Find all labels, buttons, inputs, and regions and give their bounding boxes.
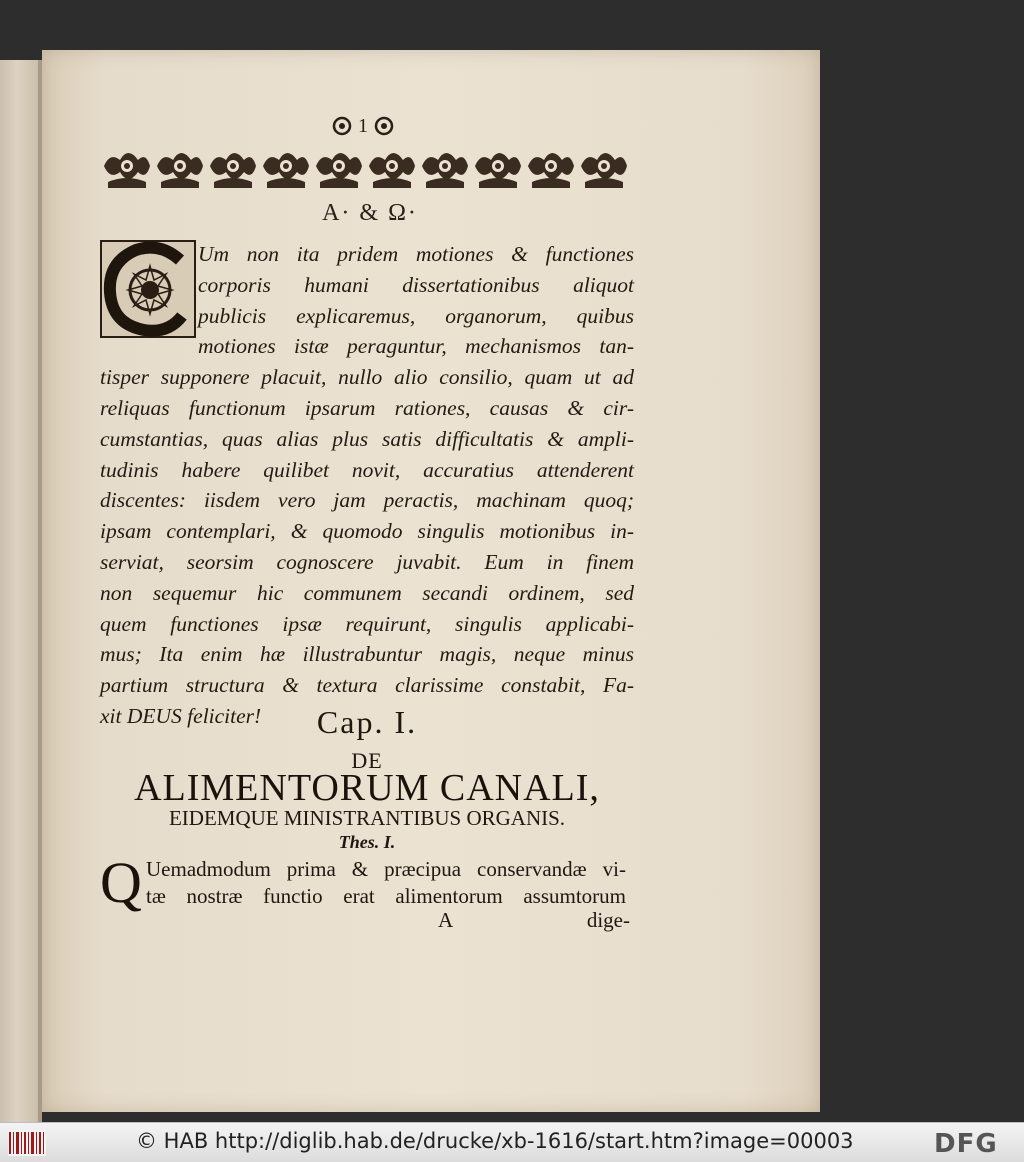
chapter-title: Cap. I. xyxy=(316,704,418,740)
text-line: cumstantias, quas alias plus satis difficultatis & ampli- xyxy=(100,426,634,451)
body-text xyxy=(100,239,634,732)
text-line: motiones istæ peraguntur, mechanismos tan- xyxy=(198,334,634,359)
text-line: tisper supponere placuit, nullo alio consilio, quam ut ad xyxy=(100,365,634,390)
text-line: publicis explicaremus, organorum, quibus xyxy=(198,303,634,328)
text-line: discentes: iisdem vero jam peractis, machinam quoq; xyxy=(100,488,634,513)
text-line: mus; Ita enim hæ illustrabuntur magis, neque minus xyxy=(100,642,634,667)
thesis-text xyxy=(146,856,626,910)
page-footer-row xyxy=(100,908,630,934)
text-line: Uemadmodum prima & præcipua conservandæ vi- xyxy=(146,857,626,881)
text-line: partium structura & textura clarissime constabit, Fa- xyxy=(100,673,634,698)
page-number xyxy=(318,116,408,136)
text-line: reliquas functionum ipsarum rationes, causas & cir- xyxy=(100,395,634,420)
floral-ornament-band xyxy=(100,138,633,190)
dfg-logo: DFG xyxy=(934,1129,998,1159)
page-number-text: 1 xyxy=(358,114,368,137)
viewer-footer xyxy=(0,1122,1024,1162)
rosette-icon xyxy=(374,116,394,136)
text-line: ipsam contemplari, & quomodo singulis motionibus in- xyxy=(100,519,634,544)
chapter-heading: ALIMENTORUM CANALI, xyxy=(134,767,600,809)
barcode-logo-icon xyxy=(8,1130,46,1156)
chapter-subheading: EIDEMQUE MINISTRANTIBUS ORGANIS. xyxy=(168,806,566,830)
text-line: quem functiones ipsæ requirunt, singulis applicabi- xyxy=(100,611,634,636)
text-line: tæ nostræ functio erat alimentorum assumtorum xyxy=(146,884,626,908)
chapter-de-label: DE xyxy=(351,748,383,773)
text-line: Um non ita pridem motiones & functiones xyxy=(198,242,634,266)
text-line: xit DEUS feliciter! xyxy=(100,703,262,728)
thesis-initial: Q xyxy=(100,850,142,915)
text-line: corporis humani dissertationibus aliquot xyxy=(198,272,634,297)
text-line: tudinis habere quilibet novit, accuratius attenderent xyxy=(100,457,634,482)
signature-mark: A xyxy=(438,908,454,932)
running-title: A· & Ω· xyxy=(322,200,418,226)
text-line: non sequemur hic communem secandi ordinem, sed xyxy=(100,580,634,605)
text-line: serviat, seorsim cognoscere juvabit. Eum in finem xyxy=(100,549,634,574)
rosette-icon xyxy=(332,116,352,136)
thesis-label: Thes. I. xyxy=(338,832,396,852)
copyright-url-link[interactable]: © HAB http://diglib.hab.de/drucke/xb-1616/start.htm?image=00003 xyxy=(136,1129,854,1153)
left-page-edge xyxy=(0,60,42,1122)
catchword: dige- xyxy=(586,908,630,932)
